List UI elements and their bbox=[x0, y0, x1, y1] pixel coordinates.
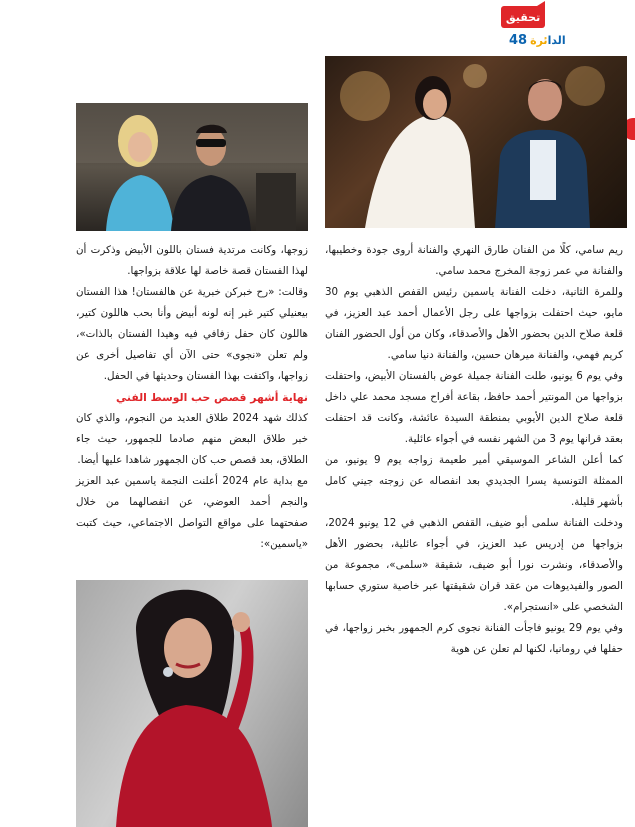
paragraph: وقالت: «رح خبركن خبرية عن هالفستان! هذا الفستان بيعنيلي كتير غير إنه لونه أبيض وأنا بحب هاللون كتير، هاللون كان حفل زفافي فيه وهيدا الفستان بالذات»، ولم تعلن «نجوى» حتى الآن أي تفاصيل أخرى عن زواجها، واكتفت بهذا الفستان وحديثها في الحفل. bbox=[76, 286, 308, 382]
couple-photo bbox=[76, 103, 308, 231]
paragraph: وفي يوم 29 يونيو فاجأت الفنانة نجوى كرم الجمهور بخبر زواجها، في حفلها في رومانيا، لكنها لم تعلن عن هوية bbox=[325, 622, 623, 655]
brand-name: الدائرة bbox=[530, 33, 566, 47]
page-header bbox=[505, 0, 635, 60]
paragraph: كذلك شهد 2024 طلاق العديد من النجوم، والذي كان خبر طلاق البعض منهم صادما للجمهور، حيث جاء الطلاق، بعد قصص حب كان الجمهور شاهدا عليها أيضا. bbox=[76, 412, 308, 466]
section-subheading: نهاية أشهر قصص حب الوسط الفني bbox=[115, 391, 308, 404]
paragraph: وفي يوم 6 يونيو، طلت الفنانة جميلة عوض بالفستان الأبيض، واحتفلت بزواجها من المونتير أحمد حافظ، بقاعة أفراح مسجد محمد علي داخل قلعة صلاح الدين الأيوبي بمنطقة السيدة عائشة، وكانت قد احتفلت بعقد قرانها يوم 3 من الشهر نفسه في أجواء عائلية. bbox=[325, 370, 623, 445]
wedding-photo-illustration bbox=[325, 56, 627, 228]
page-number: 48 bbox=[509, 32, 528, 48]
paragraph: وللمرة الثانية، دخلت الفنانة ياسمين رئيس القفص الذهبي يوم 30 مايو، حيث احتفلت بزواجها على رجل الأعمال أحمد عبد العزيز، في قلعة صلاح الدين بحضور الأهل والأصدقاء، وكان من أول الحضور الفنان كريم فهمي، والفنانة ميرهان حسين، والفنانة دنيا سامي. bbox=[325, 286, 623, 361]
paragraph: ودخلت الفنانة سلمى أبو ضيف، القفص الذهبي في 12 يونيو 2024، بزواجها من إدريس عبد العزيز، في أجواء عائلية، بحضور الأهل والأصدقاء، ونشرت نورا أبو ضيف، شقيقة «سلمى»، مجموعة من الصور والفيديوهات من عقد قران شقيقتها عبر خاصية ستوري حسابها الشخصي على «انستجرام». bbox=[325, 517, 623, 613]
right-text-column bbox=[325, 240, 623, 660]
wedding-photo bbox=[325, 56, 627, 228]
brand-logo bbox=[509, 32, 565, 48]
section-label: تحقيق bbox=[501, 6, 545, 28]
paragraph: ريم سامي، كلًا من الفنان طارق النهري والفنانة أروى جودة وخطيبها، والفنانة مي عمر زوجة المخرج محمد سامي. bbox=[325, 244, 623, 277]
paragraph: مع بداية عام 2024 أعلنت النجمة ياسمين عبد العزيز والنجم أحمد العوضي، عن انفصالهما من خلال صفحتهما على مواقع التواصل الاجتماعي، حيث كتبت «ياسمين»: bbox=[76, 475, 308, 550]
paragraph: كما أعلن الشاعر الموسيقي أمير طعيمة زواجه يوم 9 يونيو، من الممثلة التونسية يسرا الجديدي بعد انفصاله عن زوجته جيني كامل بأشهر قليلة. bbox=[325, 454, 623, 508]
portrait-photo-illustration bbox=[76, 580, 308, 827]
paragraph: زوجها، وكانت مرتدية فستان باللون الأبيض وذكرت أن لهذا الفستان قصة خاصة لها علاقة بزواجها. bbox=[76, 244, 308, 277]
left-text-column bbox=[76, 240, 308, 555]
portrait-photo bbox=[76, 580, 308, 827]
couple-photo-illustration bbox=[76, 103, 308, 231]
